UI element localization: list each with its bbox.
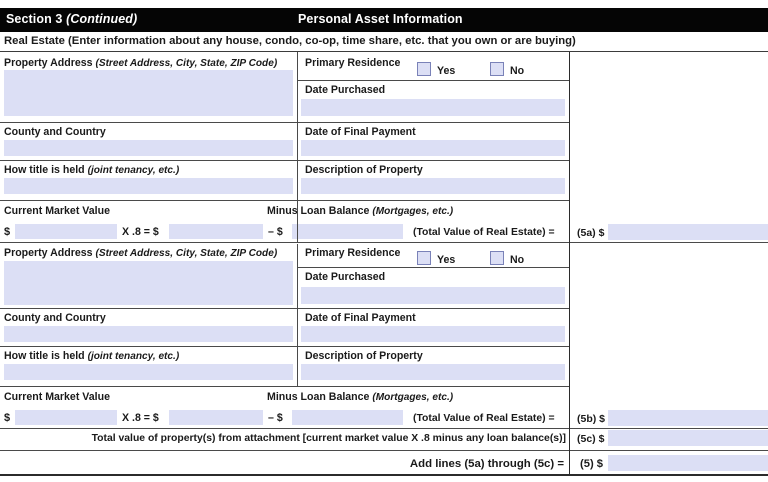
property2-address-label (0, 245, 277, 260)
property2-description-input[interactable] (301, 364, 565, 380)
property2-minus-dollar-label: – $ (268, 412, 283, 424)
section-label (6, 12, 137, 26)
property1-address-label-text: Property Address (4, 57, 93, 69)
realestate-caption: Real Estate (Enter information about any house, condo, co-op, time share, etc. that you own or are buying) (0, 32, 768, 52)
divider-p1-desc (297, 160, 569, 161)
property1-minus-dollar-label: – $ (268, 226, 283, 238)
property2-times-point-eight-label: X .8 = $ (122, 412, 159, 424)
section-number: Section 3 (6, 12, 63, 26)
line-5c-input[interactable] (608, 430, 768, 446)
property2-loan-balance-label-text: Minus Loan Balance (267, 391, 370, 403)
property2-description-label: Description of Property (305, 350, 423, 362)
checkbox-icon[interactable] (417, 62, 431, 76)
line-5b-input[interactable] (608, 410, 768, 426)
property2-date-purchased-label: Date Purchased (305, 271, 386, 283)
checkbox-icon[interactable] (490, 62, 504, 76)
divider-p1-datepurch (297, 80, 569, 81)
property2-final-payment-input[interactable] (301, 326, 565, 342)
line-5-input[interactable] (608, 455, 768, 471)
property1-description-input[interactable] (301, 178, 565, 194)
divider-p2-marketvalue (0, 386, 569, 387)
no-label: No (510, 254, 525, 266)
property2-mv-dollar-sign: $ (4, 412, 11, 424)
property1-final-payment-label: Date of Final Payment (305, 126, 416, 138)
vline-mid-block2 (297, 244, 298, 386)
divider-p2-finalpay (297, 308, 569, 309)
property1-titleheld-label (0, 162, 179, 177)
property1-description-label: Description of Property (305, 164, 423, 176)
property1-address-label (0, 55, 277, 70)
line-5a-label: (5a) $ (577, 227, 605, 239)
property2-address-input[interactable] (4, 261, 293, 305)
divider-p2-desc (297, 346, 569, 347)
property2-date-purchased-input[interactable] (301, 287, 565, 304)
property2-titleheld-hint: (joint tenancy, etc.) (87, 351, 180, 362)
checkbox-icon[interactable] (417, 251, 431, 265)
section-header-bar (0, 8, 768, 32)
divider-p1-finalpay (297, 122, 569, 123)
property1-total-value-label: (Total Value of Real Estate) = (413, 227, 555, 238)
property1-titleheld-hint: (joint tenancy, etc.) (87, 165, 180, 176)
property1-county-label: County and Country (4, 126, 106, 138)
property1-address-hint: (Street Address, City, State, ZIP Code) (95, 58, 278, 69)
property2-final-payment-label: Date of Final Payment (305, 312, 416, 324)
property1-county-input[interactable] (4, 140, 293, 156)
property1-loan-balance-label-text: Minus Loan Balance (267, 205, 370, 217)
divider-total-top (0, 450, 768, 451)
property1-titleheld-input[interactable] (4, 178, 293, 194)
property1-times-point-eight-label: X .8 = $ (122, 226, 159, 238)
property1-date-purchased-input[interactable] (301, 99, 565, 116)
property2-market-value-label: Current Market Value (4, 391, 110, 403)
property2-titleheld-label (0, 348, 179, 363)
vline-right-column (569, 52, 570, 450)
line-5-label: (5) $ (580, 458, 604, 470)
property2-total-value-label: (Total Value of Real Estate) = (413, 413, 555, 424)
property1-final-payment-input[interactable] (301, 140, 565, 156)
property1-primary-residence-yes[interactable] (417, 61, 455, 79)
divider-p1-title (0, 160, 297, 161)
add-lines-label: Add lines (5a) through (5c) = (409, 458, 564, 470)
line-5a-input[interactable] (608, 224, 768, 240)
divider-p2-datepurch (297, 267, 569, 268)
property1-primary-residence-label: Primary Residence (305, 57, 401, 69)
vline-right-column-total (569, 450, 570, 474)
property1-primary-residence-no[interactable] (490, 61, 524, 79)
property2-address-label-text: Property Address (4, 247, 93, 259)
property2-loan-balance-label (263, 389, 453, 404)
property2-titleheld-input[interactable] (4, 364, 293, 380)
divider-form-bottom (0, 474, 768, 476)
section-continued-note: (Continued) (66, 12, 138, 26)
property2-mv-times-point-eight-input[interactable] (169, 410, 263, 425)
property2-address-hint: (Street Address, City, State, ZIP Code) (95, 248, 278, 259)
property2-primary-residence-label: Primary Residence (305, 247, 401, 259)
property2-market-value-input[interactable] (15, 410, 117, 425)
property2-county-label: County and Country (4, 312, 106, 324)
property2-primary-residence-yes[interactable] (417, 250, 455, 268)
property1-loan-balance-hint: (Mortgages, etc.) (372, 206, 454, 217)
vline-mid-block1 (297, 52, 298, 242)
property1-mv-dollar-sign: $ (4, 226, 11, 238)
property2-county-input[interactable] (4, 326, 293, 342)
line-5c-label: (5c) $ (577, 433, 605, 445)
divider-block1-bottom (0, 242, 768, 243)
property2-titleheld-label-text: How title is held (4, 350, 85, 362)
property1-loan-balance-input[interactable] (292, 224, 403, 239)
property1-loan-balance-label (263, 203, 453, 218)
property1-address-input[interactable] (4, 70, 293, 116)
divider-p2-title (0, 346, 297, 347)
line-5b-label: (5b) $ (577, 413, 606, 425)
section-title: Personal Asset Information (298, 12, 463, 26)
divider-p1-marketvalue (0, 200, 569, 201)
property1-mv-times-point-eight-input[interactable] (169, 224, 263, 239)
property1-titleheld-label-text: How title is held (4, 164, 85, 176)
yes-label: Yes (437, 65, 456, 77)
attachment-total-label: Total value of property(s) from attachment [current market value X .8 minus any loan balance(s)] (91, 433, 566, 444)
divider-p2-county (0, 308, 297, 309)
property2-loan-balance-hint: (Mortgages, etc.) (372, 392, 454, 403)
property1-market-value-label: Current Market Value (4, 205, 110, 217)
property2-loan-balance-input[interactable] (292, 410, 403, 425)
divider-5c-top (0, 428, 768, 429)
checkbox-icon[interactable] (490, 251, 504, 265)
property1-date-purchased-label: Date Purchased (305, 84, 386, 96)
yes-label: Yes (437, 254, 456, 266)
property1-market-value-input[interactable] (15, 224, 117, 239)
property2-primary-residence-no[interactable] (490, 250, 524, 268)
no-label: No (510, 65, 525, 77)
divider-p1-county (0, 122, 297, 123)
